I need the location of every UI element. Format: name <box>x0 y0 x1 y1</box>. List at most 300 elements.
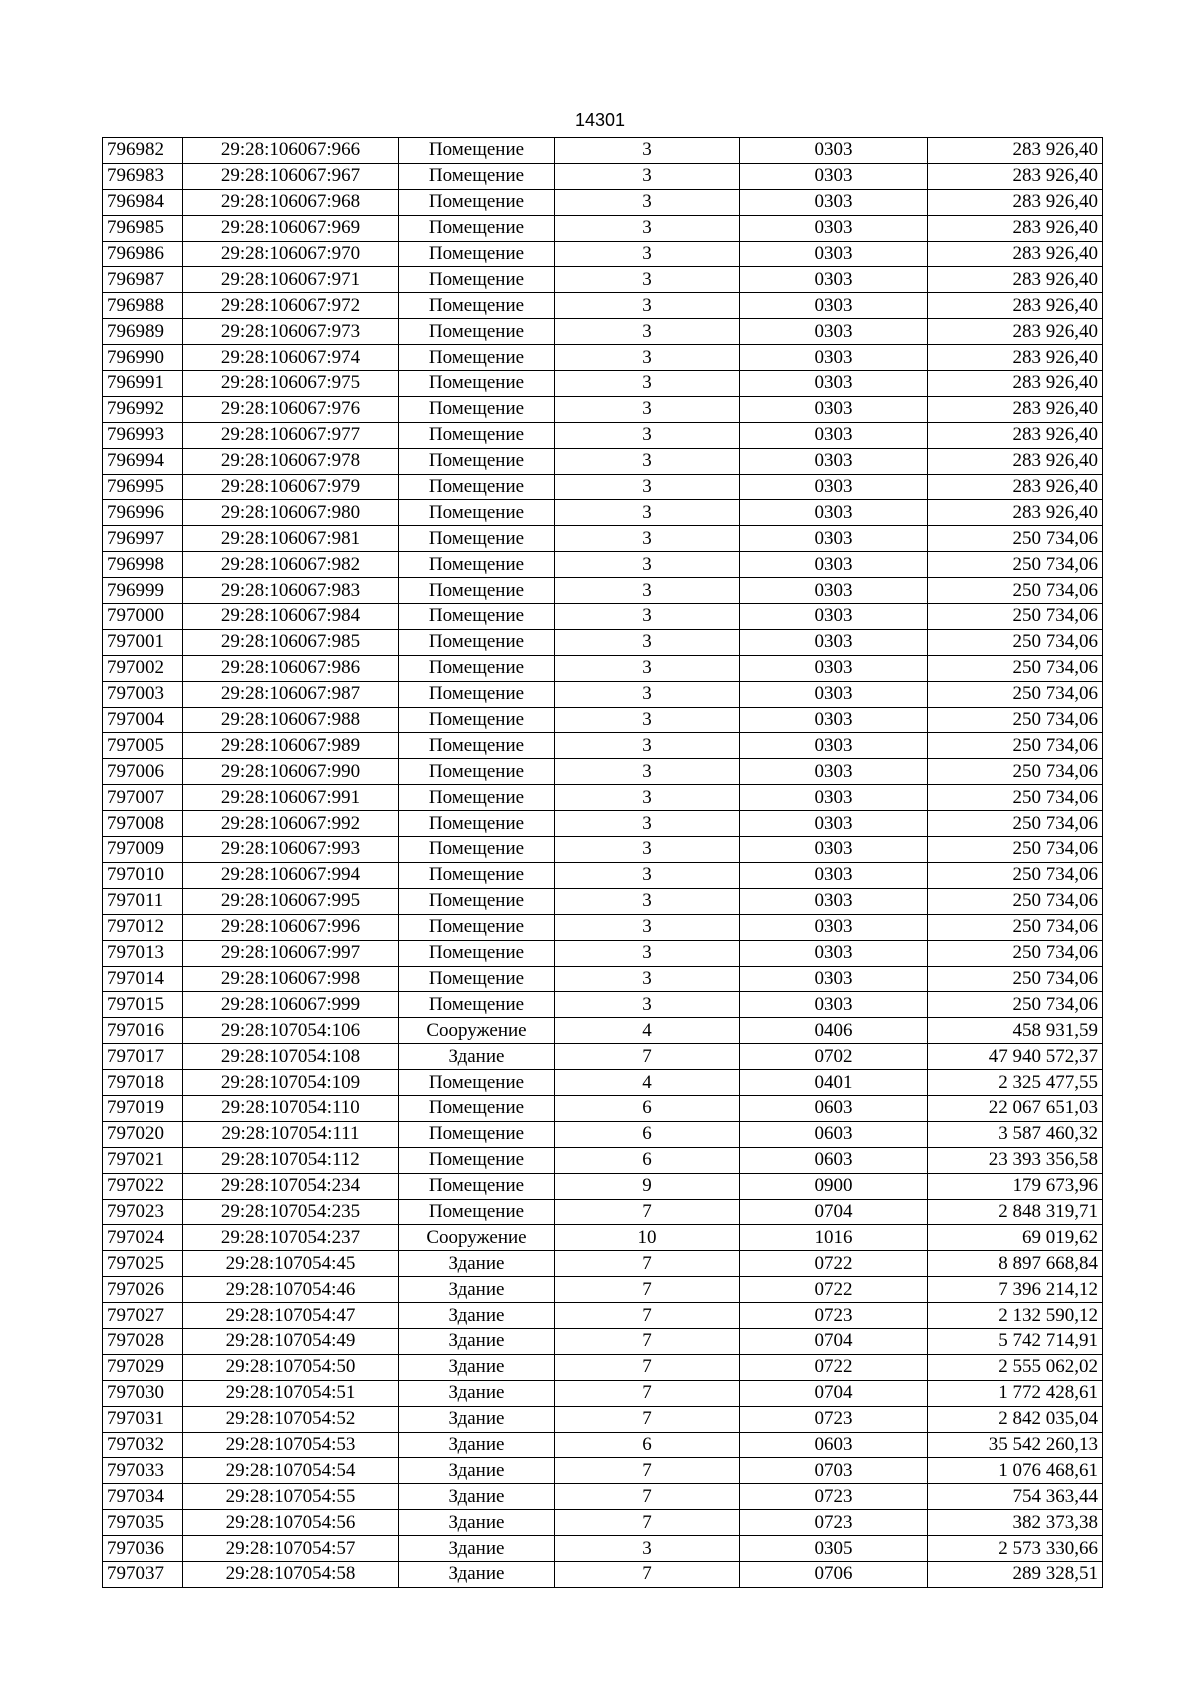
cadastral-number-cell: 29:28:107054:52 <box>183 1406 399 1432</box>
group-cell: 7 <box>555 1251 740 1277</box>
row-number-cell: 797018 <box>103 1070 183 1096</box>
cadastral-value-cell: 283 926,40 <box>928 267 1103 293</box>
cadastral-number-cell: 29:28:107054:234 <box>183 1173 399 1199</box>
group-cell: 3 <box>555 604 740 630</box>
table-row <box>103 1380 1103 1406</box>
table-row <box>103 811 1103 837</box>
code-cell: 0704 <box>740 1199 928 1225</box>
group-cell: 3 <box>555 862 740 888</box>
registry-table <box>102 137 1103 1588</box>
cadastral-number-cell: 29:28:106067:998 <box>183 966 399 992</box>
cadastral-value-cell: 283 926,40 <box>928 448 1103 474</box>
group-cell: 3 <box>555 655 740 681</box>
object-type-cell: Помещение <box>399 785 555 811</box>
code-cell: 0303 <box>740 267 928 293</box>
object-type-cell: Помещение <box>399 241 555 267</box>
cadastral-number-cell: 29:28:107054:53 <box>183 1432 399 1458</box>
code-cell: 0723 <box>740 1406 928 1432</box>
code-cell: 0303 <box>740 448 928 474</box>
row-number-cell: 797033 <box>103 1458 183 1484</box>
group-cell: 3 <box>555 940 740 966</box>
object-type-cell: Помещение <box>399 811 555 837</box>
group-cell: 7 <box>555 1380 740 1406</box>
cadastral-number-cell: 29:28:107054:56 <box>183 1510 399 1536</box>
row-number-cell: 796994 <box>103 448 183 474</box>
code-cell: 0703 <box>740 1458 928 1484</box>
cadastral-value-cell: 2 555 062,02 <box>928 1354 1103 1380</box>
group-cell: 3 <box>555 371 740 397</box>
row-number-cell: 797017 <box>103 1044 183 1070</box>
cadastral-value-cell: 250 734,06 <box>928 578 1103 604</box>
object-type-cell: Здание <box>399 1277 555 1303</box>
table-row <box>103 1044 1103 1070</box>
group-cell: 3 <box>555 966 740 992</box>
cadastral-number-cell: 29:28:106067:997 <box>183 940 399 966</box>
group-cell: 7 <box>555 1044 740 1070</box>
object-type-cell: Помещение <box>399 992 555 1018</box>
cadastral-number-cell: 29:28:106067:990 <box>183 759 399 785</box>
code-cell: 0722 <box>740 1251 928 1277</box>
cadastral-value-cell: 283 926,40 <box>928 345 1103 371</box>
cadastral-value-cell: 22 067 651,03 <box>928 1095 1103 1121</box>
row-number-cell: 797015 <box>103 992 183 1018</box>
code-cell: 0303 <box>740 138 928 164</box>
object-type-cell: Здание <box>399 1432 555 1458</box>
cadastral-number-cell: 29:28:106067:988 <box>183 707 399 733</box>
code-cell: 0303 <box>740 396 928 422</box>
table-row <box>103 241 1103 267</box>
table-row <box>103 1536 1103 1562</box>
registry-table-body <box>103 138 1103 1588</box>
group-cell: 7 <box>555 1484 740 1510</box>
cadastral-number-cell: 29:28:106067:974 <box>183 345 399 371</box>
row-number-cell: 796998 <box>103 552 183 578</box>
cadastral-number-cell: 29:28:106067:972 <box>183 293 399 319</box>
cadastral-value-cell: 3 587 460,32 <box>928 1121 1103 1147</box>
group-cell: 6 <box>555 1095 740 1121</box>
object-type-cell: Помещение <box>399 1147 555 1173</box>
object-type-cell: Помещение <box>399 138 555 164</box>
object-type-cell: Здание <box>399 1380 555 1406</box>
row-number-cell: 796986 <box>103 241 183 267</box>
table-row <box>103 1199 1103 1225</box>
cadastral-value-cell: 7 396 214,12 <box>928 1277 1103 1303</box>
row-number-cell: 797030 <box>103 1380 183 1406</box>
cadastral-value-cell: 250 734,06 <box>928 811 1103 837</box>
group-cell: 3 <box>555 759 740 785</box>
object-type-cell: Помещение <box>399 707 555 733</box>
row-number-cell: 797025 <box>103 1251 183 1277</box>
code-cell: 0303 <box>740 811 928 837</box>
object-type-cell: Помещение <box>399 189 555 215</box>
group-cell: 6 <box>555 1147 740 1173</box>
table-row <box>103 448 1103 474</box>
object-type-cell: Здание <box>399 1510 555 1536</box>
cadastral-number-cell: 29:28:106067:982 <box>183 552 399 578</box>
table-row <box>103 604 1103 630</box>
cadastral-number-cell: 29:28:106067:969 <box>183 215 399 241</box>
cadastral-value-cell: 283 926,40 <box>928 474 1103 500</box>
page-number: 14301 <box>574 110 626 130</box>
code-cell: 0303 <box>740 345 928 371</box>
object-type-cell: Помещение <box>399 552 555 578</box>
cadastral-number-cell: 29:28:107054:237 <box>183 1225 399 1251</box>
object-type-cell: Помещение <box>399 733 555 759</box>
object-type-cell: Помещение <box>399 914 555 940</box>
table-row <box>103 629 1103 655</box>
cadastral-value-cell: 1 772 428,61 <box>928 1380 1103 1406</box>
cadastral-number-cell: 29:28:106067:980 <box>183 500 399 526</box>
table-row <box>103 1484 1103 1510</box>
table-row <box>103 396 1103 422</box>
code-cell: 0704 <box>740 1328 928 1354</box>
code-cell: 0303 <box>740 655 928 681</box>
table-row <box>103 500 1103 526</box>
cadastral-value-cell: 250 734,06 <box>928 785 1103 811</box>
object-type-cell: Помещение <box>399 862 555 888</box>
code-cell: 0303 <box>740 914 928 940</box>
cadastral-value-cell: 250 734,06 <box>928 759 1103 785</box>
cadastral-number-cell: 29:28:107054:50 <box>183 1354 399 1380</box>
cadastral-number-cell: 29:28:106067:977 <box>183 422 399 448</box>
table-row <box>103 655 1103 681</box>
cadastral-value-cell: 283 926,40 <box>928 396 1103 422</box>
object-type-cell: Здание <box>399 1044 555 1070</box>
code-cell: 0603 <box>740 1147 928 1173</box>
group-cell: 6 <box>555 1432 740 1458</box>
code-cell: 0303 <box>740 888 928 914</box>
code-cell: 0303 <box>740 862 928 888</box>
group-cell: 3 <box>555 837 740 863</box>
object-type-cell: Здание <box>399 1354 555 1380</box>
row-number-cell: 797034 <box>103 1484 183 1510</box>
cadastral-value-cell: 289 328,51 <box>928 1561 1103 1587</box>
row-number-cell: 796993 <box>103 422 183 448</box>
cadastral-value-cell: 250 734,06 <box>928 526 1103 552</box>
code-cell: 0303 <box>740 293 928 319</box>
group-cell: 3 <box>555 992 740 1018</box>
cadastral-value-cell: 35 542 260,13 <box>928 1432 1103 1458</box>
cadastral-value-cell: 283 926,40 <box>928 163 1103 189</box>
cadastral-value-cell: 2 573 330,66 <box>928 1536 1103 1562</box>
group-cell: 3 <box>555 681 740 707</box>
cadastral-number-cell: 29:28:107054:55 <box>183 1484 399 1510</box>
cadastral-number-cell: 29:28:107054:47 <box>183 1303 399 1329</box>
cadastral-value-cell: 250 734,06 <box>928 681 1103 707</box>
object-type-cell: Помещение <box>399 629 555 655</box>
table-row <box>103 1173 1103 1199</box>
table-row <box>103 189 1103 215</box>
object-type-cell: Помещение <box>399 759 555 785</box>
table-row <box>103 1510 1103 1536</box>
cadastral-value-cell: 283 926,40 <box>928 241 1103 267</box>
row-number-cell: 797020 <box>103 1121 183 1147</box>
object-type-cell: Здание <box>399 1458 555 1484</box>
table-row <box>103 1121 1103 1147</box>
code-cell: 0706 <box>740 1561 928 1587</box>
table-row <box>103 759 1103 785</box>
code-cell: 0303 <box>740 526 928 552</box>
row-number-cell: 797014 <box>103 966 183 992</box>
cadastral-value-cell: 47 940 572,37 <box>928 1044 1103 1070</box>
row-number-cell: 796992 <box>103 396 183 422</box>
cadastral-number-cell: 29:28:106067:987 <box>183 681 399 707</box>
group-cell: 4 <box>555 1018 740 1044</box>
object-type-cell: Помещение <box>399 422 555 448</box>
code-cell: 0722 <box>740 1354 928 1380</box>
code-cell: 0406 <box>740 1018 928 1044</box>
code-cell: 0303 <box>740 422 928 448</box>
row-number-cell: 796999 <box>103 578 183 604</box>
cadastral-number-cell: 29:28:106067:973 <box>183 319 399 345</box>
object-type-cell: Помещение <box>399 681 555 707</box>
group-cell: 3 <box>555 293 740 319</box>
group-cell: 3 <box>555 345 740 371</box>
code-cell: 0303 <box>740 629 928 655</box>
object-type-cell: Помещение <box>399 526 555 552</box>
cadastral-number-cell: 29:28:106067:983 <box>183 578 399 604</box>
group-cell: 4 <box>555 1070 740 1096</box>
group-cell: 3 <box>555 578 740 604</box>
table-row <box>103 1458 1103 1484</box>
table-row <box>103 940 1103 966</box>
cadastral-number-cell: 29:28:106067:966 <box>183 138 399 164</box>
object-type-cell: Помещение <box>399 1095 555 1121</box>
group-cell: 3 <box>555 914 740 940</box>
cadastral-value-cell: 23 393 356,58 <box>928 1147 1103 1173</box>
table-row <box>103 1303 1103 1329</box>
row-number-cell: 797028 <box>103 1328 183 1354</box>
object-type-cell: Сооружение <box>399 1018 555 1044</box>
cadastral-number-cell: 29:28:107054:110 <box>183 1095 399 1121</box>
table-row <box>103 862 1103 888</box>
cadastral-number-cell: 29:28:106067:971 <box>183 267 399 293</box>
group-cell: 3 <box>555 526 740 552</box>
row-number-cell: 797005 <box>103 733 183 759</box>
table-row <box>103 474 1103 500</box>
cadastral-number-cell: 29:28:106067:989 <box>183 733 399 759</box>
object-type-cell: Помещение <box>399 888 555 914</box>
cadastral-value-cell: 283 926,40 <box>928 215 1103 241</box>
table-row <box>103 1095 1103 1121</box>
code-cell: 0303 <box>740 500 928 526</box>
cadastral-number-cell: 29:28:106067:975 <box>183 371 399 397</box>
group-cell: 3 <box>555 396 740 422</box>
cadastral-value-cell: 250 734,06 <box>928 862 1103 888</box>
cadastral-number-cell: 29:28:107054:112 <box>183 1147 399 1173</box>
cadastral-value-cell: 283 926,40 <box>928 293 1103 319</box>
row-number-cell: 796997 <box>103 526 183 552</box>
object-type-cell: Помещение <box>399 940 555 966</box>
row-number-cell: 797035 <box>103 1510 183 1536</box>
cadastral-value-cell: 250 734,06 <box>928 707 1103 733</box>
code-cell: 0722 <box>740 1277 928 1303</box>
group-cell: 6 <box>555 1121 740 1147</box>
code-cell: 0303 <box>740 733 928 759</box>
group-cell: 7 <box>555 1561 740 1587</box>
cadastral-value-cell: 250 734,06 <box>928 837 1103 863</box>
row-number-cell: 797016 <box>103 1018 183 1044</box>
object-type-cell: Здание <box>399 1251 555 1277</box>
cadastral-value-cell: 382 373,38 <box>928 1510 1103 1536</box>
row-number-cell: 796983 <box>103 163 183 189</box>
group-cell: 3 <box>555 500 740 526</box>
table-row <box>103 578 1103 604</box>
code-cell: 0303 <box>740 785 928 811</box>
table-row <box>103 293 1103 319</box>
cadastral-number-cell: 29:28:106067:981 <box>183 526 399 552</box>
code-cell: 0900 <box>740 1173 928 1199</box>
code-cell: 0303 <box>740 371 928 397</box>
cadastral-number-cell: 29:28:107054:108 <box>183 1044 399 1070</box>
code-cell: 0702 <box>740 1044 928 1070</box>
row-number-cell: 797004 <box>103 707 183 733</box>
group-cell: 3 <box>555 629 740 655</box>
cadastral-number-cell: 29:28:107054:106 <box>183 1018 399 1044</box>
object-type-cell: Помещение <box>399 966 555 992</box>
code-cell: 0303 <box>740 681 928 707</box>
code-cell: 0303 <box>740 215 928 241</box>
object-type-cell: Помещение <box>399 500 555 526</box>
table-row <box>103 1432 1103 1458</box>
code-cell: 0303 <box>740 474 928 500</box>
object-type-cell: Помещение <box>399 655 555 681</box>
cadastral-value-cell: 754 363,44 <box>928 1484 1103 1510</box>
cadastral-number-cell: 29:28:107054:51 <box>183 1380 399 1406</box>
object-type-cell: Здание <box>399 1484 555 1510</box>
table-row <box>103 966 1103 992</box>
group-cell: 3 <box>555 163 740 189</box>
table-row <box>103 1277 1103 1303</box>
cadastral-number-cell: 29:28:106067:985 <box>183 629 399 655</box>
row-number-cell: 797021 <box>103 1147 183 1173</box>
row-number-cell: 797010 <box>103 862 183 888</box>
cadastral-number-cell: 29:28:106067:979 <box>183 474 399 500</box>
cadastral-value-cell: 283 926,40 <box>928 422 1103 448</box>
object-type-cell: Помещение <box>399 1070 555 1096</box>
cadastral-number-cell: 29:28:106067:993 <box>183 837 399 863</box>
code-cell: 0723 <box>740 1303 928 1329</box>
table-row <box>103 319 1103 345</box>
group-cell: 7 <box>555 1328 740 1354</box>
cadastral-value-cell: 250 734,06 <box>928 733 1103 759</box>
code-cell: 0303 <box>740 552 928 578</box>
code-cell: 0303 <box>740 163 928 189</box>
row-number-cell: 796996 <box>103 500 183 526</box>
object-type-cell: Здание <box>399 1303 555 1329</box>
cadastral-value-cell: 250 734,06 <box>928 552 1103 578</box>
cadastral-number-cell: 29:28:107054:54 <box>183 1458 399 1484</box>
cadastral-number-cell: 29:28:107054:45 <box>183 1251 399 1277</box>
group-cell: 3 <box>555 474 740 500</box>
row-number-cell: 797009 <box>103 837 183 863</box>
table-row <box>103 422 1103 448</box>
cadastral-number-cell: 29:28:106067:992 <box>183 811 399 837</box>
code-cell: 0305 <box>740 1536 928 1562</box>
row-number-cell: 796987 <box>103 267 183 293</box>
group-cell: 3 <box>555 319 740 345</box>
row-number-cell: 797000 <box>103 604 183 630</box>
row-number-cell: 797031 <box>103 1406 183 1432</box>
code-cell: 0303 <box>740 837 928 863</box>
cadastral-value-cell: 250 734,06 <box>928 655 1103 681</box>
table-row <box>103 1018 1103 1044</box>
cadastral-value-cell: 1 076 468,61 <box>928 1458 1103 1484</box>
cadastral-value-cell: 2 842 035,04 <box>928 1406 1103 1432</box>
object-type-cell: Помещение <box>399 345 555 371</box>
cadastral-number-cell: 29:28:107054:235 <box>183 1199 399 1225</box>
row-number-cell: 797023 <box>103 1199 183 1225</box>
cadastral-value-cell: 5 742 714,91 <box>928 1328 1103 1354</box>
row-number-cell: 797002 <box>103 655 183 681</box>
table-row <box>103 681 1103 707</box>
group-cell: 3 <box>555 1536 740 1562</box>
code-cell: 0303 <box>740 578 928 604</box>
code-cell: 0303 <box>740 604 928 630</box>
group-cell: 7 <box>555 1277 740 1303</box>
table-row <box>103 345 1103 371</box>
table-row <box>103 526 1103 552</box>
object-type-cell: Помещение <box>399 604 555 630</box>
row-number-cell: 797001 <box>103 629 183 655</box>
group-cell: 9 <box>555 1173 740 1199</box>
row-number-cell: 796995 <box>103 474 183 500</box>
cadastral-value-cell: 2 325 477,55 <box>928 1070 1103 1096</box>
object-type-cell: Помещение <box>399 1173 555 1199</box>
cadastral-number-cell: 29:28:106067:984 <box>183 604 399 630</box>
group-cell: 7 <box>555 1510 740 1536</box>
object-type-cell: Сооружение <box>399 1225 555 1251</box>
table-row <box>103 1147 1103 1173</box>
cadastral-number-cell: 29:28:107054:49 <box>183 1328 399 1354</box>
table-row <box>103 371 1103 397</box>
cadastral-value-cell: 250 734,06 <box>928 940 1103 966</box>
row-number-cell: 797006 <box>103 759 183 785</box>
table-row <box>103 163 1103 189</box>
cadastral-value-cell: 250 734,06 <box>928 604 1103 630</box>
object-type-cell: Здание <box>399 1536 555 1562</box>
object-type-cell: Помещение <box>399 293 555 319</box>
code-cell: 0603 <box>740 1432 928 1458</box>
code-cell: 1016 <box>740 1225 928 1251</box>
cadastral-value-cell: 250 734,06 <box>928 914 1103 940</box>
object-type-cell: Помещение <box>399 396 555 422</box>
cadastral-number-cell: 29:28:106067:968 <box>183 189 399 215</box>
row-number-cell: 797011 <box>103 888 183 914</box>
cadastral-value-cell: 283 926,40 <box>928 189 1103 215</box>
cadastral-value-cell: 179 673,96 <box>928 1173 1103 1199</box>
cadastral-number-cell: 29:28:107054:57 <box>183 1536 399 1562</box>
group-cell: 3 <box>555 189 740 215</box>
table-row <box>103 1354 1103 1380</box>
code-cell: 0723 <box>740 1484 928 1510</box>
table-row <box>103 914 1103 940</box>
cadastral-number-cell: 29:28:106067:967 <box>183 163 399 189</box>
table-row <box>103 785 1103 811</box>
cadastral-value-cell: 283 926,40 <box>928 319 1103 345</box>
cadastral-number-cell: 29:28:106067:991 <box>183 785 399 811</box>
cadastral-number-cell: 29:28:106067:995 <box>183 888 399 914</box>
row-number-cell: 797022 <box>103 1173 183 1199</box>
cadastral-number-cell: 29:28:106067:996 <box>183 914 399 940</box>
table-row <box>103 1225 1103 1251</box>
group-cell: 3 <box>555 215 740 241</box>
code-cell: 0303 <box>740 319 928 345</box>
object-type-cell: Помещение <box>399 448 555 474</box>
row-number-cell: 797029 <box>103 1354 183 1380</box>
cadastral-value-cell: 283 926,40 <box>928 371 1103 397</box>
table-row <box>103 138 1103 164</box>
